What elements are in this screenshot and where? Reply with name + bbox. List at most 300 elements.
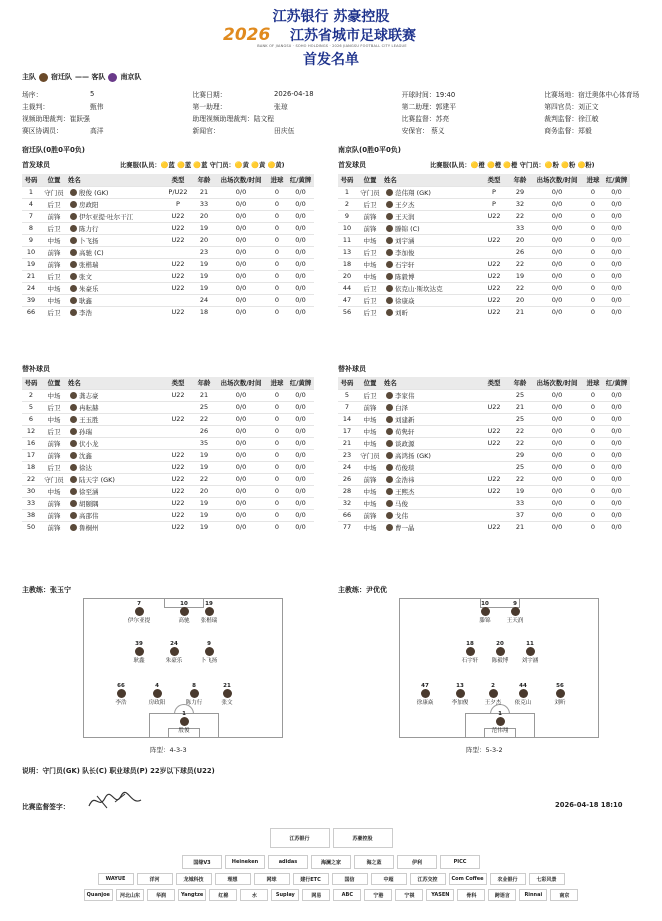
table-cell bbox=[384, 294, 479, 306]
player-number: 24 bbox=[170, 641, 178, 647]
table-cell: 0/0 bbox=[531, 234, 583, 246]
table-cell bbox=[163, 246, 193, 258]
player-avatar-icon bbox=[386, 392, 393, 399]
player-avatar-icon bbox=[70, 428, 77, 435]
table-cell: U22 bbox=[479, 270, 509, 282]
sponsor-logo: 红棉 bbox=[209, 889, 237, 901]
player-number: 47 bbox=[421, 683, 429, 689]
player-avatar-icon bbox=[70, 392, 77, 399]
info-cell: 第二助理：郭建平 bbox=[401, 103, 456, 111]
table-cell: 26 bbox=[193, 425, 215, 437]
player-photo-icon bbox=[489, 689, 498, 698]
table-cell: U22 bbox=[479, 282, 509, 294]
sponsor-logo: 洋河 bbox=[137, 873, 173, 885]
table-cell: 后卫 bbox=[40, 222, 68, 234]
table-cell: 前锋 bbox=[356, 473, 384, 485]
away-subs-table bbox=[338, 377, 630, 533]
legend-note: 说明：守门员(GK) 队长(C) 职业球员(P) 22岁以下球员(U22) bbox=[22, 767, 215, 775]
player-avatar-icon bbox=[70, 297, 77, 304]
player-name: 徐至涵 bbox=[79, 487, 99, 496]
player-name: 伊尔亚提·吐尔干江 bbox=[79, 212, 134, 221]
player-number: 56 bbox=[556, 683, 564, 689]
away-pitch bbox=[399, 598, 599, 738]
table-cell: 7 bbox=[22, 210, 40, 222]
table-cell: U22 bbox=[479, 401, 509, 413]
pitch-player bbox=[500, 601, 530, 624]
home-subs-label: 替补球员 bbox=[22, 365, 50, 373]
table-cell: 0/0 bbox=[531, 222, 583, 234]
table-cell: 0/0 bbox=[531, 461, 583, 473]
table-cell: 0 bbox=[267, 198, 287, 210]
player-photo-icon bbox=[496, 717, 505, 726]
sponsor-logo: 龙城科技 bbox=[176, 873, 212, 885]
table-cell: 24 bbox=[193, 294, 215, 306]
table-cell: 0 bbox=[583, 270, 603, 282]
table-cell: 66 bbox=[338, 509, 356, 521]
table-cell: 中场 bbox=[40, 234, 68, 246]
table-cell: U22 bbox=[479, 210, 509, 222]
info-cell bbox=[274, 112, 402, 124]
sponsor-logo: 国信 bbox=[332, 873, 368, 885]
player-name: 曹一晶 bbox=[395, 523, 415, 532]
table-row bbox=[338, 509, 630, 521]
table-cell bbox=[479, 246, 509, 258]
column-header: 出场次数/时间 bbox=[220, 176, 262, 185]
table-cell: 22 bbox=[193, 473, 215, 485]
table-cell: 中场 bbox=[356, 437, 384, 449]
table-cell: 后卫 bbox=[356, 198, 384, 210]
table-row bbox=[22, 198, 314, 210]
away-subs-label: 替补球员 bbox=[338, 365, 366, 373]
table-cell: 77 bbox=[338, 521, 356, 533]
pitch-player bbox=[478, 683, 508, 706]
table-cell: 前锋 bbox=[356, 509, 384, 521]
table-row bbox=[338, 413, 630, 425]
table-row bbox=[22, 521, 314, 533]
table-cell: 0/0 bbox=[531, 258, 583, 270]
table-row bbox=[338, 306, 630, 318]
away-kits: 比赛服(队员：🟡橙 🟡橙 🟡橙 守门员：🟡粉 🟡粉 🟡粉) bbox=[430, 162, 595, 169]
player-avatar-icon bbox=[386, 309, 393, 316]
table-cell: 后卫 bbox=[356, 306, 384, 318]
table-cell: 0/0 bbox=[215, 437, 267, 449]
table-cell: 0/0 bbox=[531, 186, 583, 198]
table-cell: U22 bbox=[163, 413, 193, 425]
sponsor-logo: 跨语言 bbox=[488, 889, 516, 901]
main-sponsors bbox=[0, 828, 662, 848]
table-cell: 19 bbox=[22, 258, 40, 270]
table-cell: 0/0 bbox=[287, 437, 314, 449]
table-cell: 0/0 bbox=[531, 449, 583, 461]
table-row bbox=[22, 485, 314, 497]
column-header: 出场次数/时间 bbox=[536, 176, 578, 185]
player-avatar-icon bbox=[386, 213, 393, 220]
player-name: 范伟翔 bbox=[491, 728, 509, 734]
player-number: 19 bbox=[205, 601, 213, 607]
table-cell: 0/0 bbox=[531, 425, 583, 437]
player-photo-icon bbox=[153, 689, 162, 698]
table-cell: 0 bbox=[267, 521, 287, 533]
player-name: 高邵伟 bbox=[79, 511, 99, 520]
table-row bbox=[22, 306, 314, 318]
info-cell: 开球时间：19:40 bbox=[401, 91, 456, 99]
table-cell bbox=[163, 437, 193, 449]
table-row bbox=[22, 425, 314, 437]
table-cell: 2 bbox=[22, 389, 40, 401]
player-avatar-icon bbox=[386, 237, 393, 244]
table-cell bbox=[384, 449, 479, 461]
table-cell: 0/0 bbox=[603, 461, 630, 473]
table-cell: 0 bbox=[583, 461, 603, 473]
player-name: 王熙杰 bbox=[395, 487, 415, 496]
player-name: 刘建新 bbox=[395, 415, 415, 424]
table-row bbox=[338, 521, 630, 533]
table-cell: 0/0 bbox=[531, 198, 583, 210]
player-avatar-icon bbox=[70, 213, 77, 220]
table-cell bbox=[384, 401, 479, 413]
table-cell: U22 bbox=[163, 509, 193, 521]
table-cell: 19 bbox=[193, 282, 215, 294]
info-cell: 视频助理裁判：崔跃强 bbox=[22, 115, 90, 123]
table-cell bbox=[68, 186, 163, 198]
table-cell: 23 bbox=[193, 246, 215, 258]
sponsor-logo: 南京 bbox=[550, 889, 578, 901]
info-cell: 商务监督：郑毅 bbox=[544, 127, 592, 135]
table-cell: 中场 bbox=[356, 234, 384, 246]
table-cell: 21 bbox=[509, 521, 531, 533]
table-cell: 1 bbox=[22, 186, 40, 198]
table-cell: 0/0 bbox=[603, 198, 630, 210]
sponsor-logo: 网易 bbox=[302, 889, 330, 901]
player-number: 11 bbox=[526, 641, 534, 647]
table-cell bbox=[479, 413, 509, 425]
table-cell: 0 bbox=[267, 437, 287, 449]
table-cell: 0/0 bbox=[603, 294, 630, 306]
table-cell bbox=[68, 437, 163, 449]
sponsor-logo: Yangtze bbox=[178, 889, 206, 901]
home-kits: 比赛服(队员：🟡蓝 🟡蓝 🟡蓝 守门员：🟡黄 🟡黄 🟡黄) bbox=[120, 162, 285, 169]
table-cell: U22 bbox=[479, 521, 509, 533]
column-header: 位置 bbox=[363, 379, 377, 388]
player-name: 李家伟 bbox=[395, 391, 415, 400]
player-name: 王玉胜 bbox=[79, 415, 99, 424]
table-cell: 22 bbox=[509, 437, 531, 449]
table-cell: 0/0 bbox=[531, 509, 583, 521]
table-cell: U22 bbox=[479, 294, 509, 306]
table-cell: 39 bbox=[22, 294, 40, 306]
table-cell: 0/0 bbox=[531, 473, 583, 485]
table-cell: 0 bbox=[267, 258, 287, 270]
table-cell bbox=[384, 258, 479, 270]
player-name: 耿鑫 bbox=[79, 296, 92, 305]
player-name: 张楷瑞 bbox=[79, 260, 99, 269]
table-cell bbox=[384, 186, 479, 198]
table-row bbox=[338, 461, 630, 473]
pitch-player bbox=[179, 683, 209, 706]
table-cell: 0 bbox=[583, 246, 603, 258]
sponsor-logo: 中超 bbox=[371, 873, 407, 885]
table-cell: 19 bbox=[193, 497, 215, 509]
info-cell: 新闻官： bbox=[192, 127, 220, 135]
info-cell: 张琼 bbox=[274, 103, 288, 111]
pitch-player bbox=[545, 683, 575, 706]
table-cell: U22 bbox=[479, 234, 509, 246]
table-cell: U22 bbox=[163, 258, 193, 270]
table-cell: 0/0 bbox=[603, 497, 630, 509]
table-cell: U22 bbox=[479, 258, 509, 270]
season-year: 2026 bbox=[223, 25, 271, 45]
table-cell: 21 bbox=[509, 401, 531, 413]
table-row bbox=[22, 282, 314, 294]
table-cell: 0 bbox=[267, 234, 287, 246]
player-avatar-icon bbox=[386, 488, 393, 495]
table-cell: 0 bbox=[267, 389, 287, 401]
player-name: 刘宇涵 bbox=[395, 236, 415, 245]
table-cell: 前锋 bbox=[40, 521, 68, 533]
table-cell: 0 bbox=[267, 294, 287, 306]
table-cell: 9 bbox=[338, 210, 356, 222]
table-cell: 后卫 bbox=[40, 306, 68, 318]
player-photo-icon bbox=[556, 689, 565, 698]
player-name: 沈鑫 bbox=[79, 451, 92, 460]
table-row bbox=[22, 389, 314, 401]
table-cell: 20 bbox=[509, 294, 531, 306]
table-row bbox=[338, 246, 630, 258]
table-cell: 19 bbox=[509, 485, 531, 497]
table-cell: 0/0 bbox=[603, 413, 630, 425]
table-cell: 0 bbox=[267, 306, 287, 318]
table-cell: 0/0 bbox=[287, 210, 314, 222]
table-cell: 0 bbox=[583, 401, 603, 413]
table-row bbox=[22, 294, 314, 306]
table-cell: 0/0 bbox=[287, 425, 314, 437]
table-cell: 0/0 bbox=[531, 485, 583, 497]
table-cell: 33 bbox=[193, 198, 215, 210]
table-row bbox=[22, 210, 314, 222]
table-cell bbox=[479, 389, 509, 401]
pitch-player bbox=[455, 641, 485, 664]
table-cell: 前锋 bbox=[40, 509, 68, 521]
pitch-player bbox=[106, 683, 136, 706]
table-cell: U22 bbox=[163, 449, 193, 461]
sponsor-logo: 伊利 bbox=[397, 855, 437, 869]
table-cell: U22 bbox=[163, 210, 193, 222]
table-cell bbox=[384, 210, 479, 222]
table-cell: 21 bbox=[509, 306, 531, 318]
table-cell: 0 bbox=[583, 198, 603, 210]
table-cell: U22 bbox=[163, 389, 193, 401]
table-cell bbox=[163, 401, 193, 413]
info-cell: 田庆伍 bbox=[274, 127, 295, 135]
player-number: 21 bbox=[223, 683, 231, 689]
table-cell: U22 bbox=[163, 222, 193, 234]
table-row bbox=[338, 294, 630, 306]
table-cell bbox=[384, 461, 479, 473]
sponsor-logo: Rinnai bbox=[519, 889, 547, 901]
table-cell: 0/0 bbox=[215, 389, 267, 401]
player-number: 4 bbox=[155, 683, 159, 689]
home-formation: 阵型：4-3-3 bbox=[150, 746, 187, 754]
table-row bbox=[22, 246, 314, 258]
pitch-player bbox=[410, 683, 440, 706]
table-cell: 0/0 bbox=[603, 210, 630, 222]
table-cell: 0/0 bbox=[603, 401, 630, 413]
info-cell: 5 bbox=[89, 90, 95, 98]
player-photo-icon bbox=[466, 647, 475, 656]
player-avatar-icon bbox=[386, 512, 393, 519]
table-cell: 0 bbox=[267, 461, 287, 473]
player-name: 殷俊 bbox=[178, 728, 190, 734]
table-cell bbox=[68, 222, 163, 234]
table-cell: 18 bbox=[193, 306, 215, 318]
table-cell: 0/0 bbox=[287, 306, 314, 318]
pitch-player bbox=[169, 711, 199, 734]
home-name: 宿迁队 bbox=[51, 73, 72, 81]
table-cell: 44 bbox=[338, 282, 356, 294]
info-cell: 赛区协调员： bbox=[22, 127, 63, 135]
table-cell: 前锋 bbox=[40, 497, 68, 509]
table-cell: 0/0 bbox=[215, 246, 267, 258]
league-name: 江苏省城市足球联赛 bbox=[290, 28, 416, 44]
table-cell: 1 bbox=[338, 186, 356, 198]
table-cell: 38 bbox=[22, 509, 40, 521]
table-row bbox=[22, 449, 314, 461]
column-header: 姓名 bbox=[384, 379, 397, 388]
table-cell: 0 bbox=[267, 186, 287, 198]
sponsor-title: 江苏银行 苏豪控股 bbox=[272, 9, 390, 25]
player-name: 范伟翔 (GK) bbox=[395, 188, 431, 197]
player-name: 滕锦 (C) bbox=[395, 224, 420, 233]
table-cell: 中场 bbox=[356, 497, 384, 509]
table-cell bbox=[479, 497, 509, 509]
player-name: 戈伟 bbox=[395, 511, 408, 520]
player-name: 胡颐隅 bbox=[79, 499, 99, 508]
sponsor-logo: adidas bbox=[268, 855, 308, 869]
page-title: 首发名单 bbox=[303, 52, 359, 68]
table-cell: 0/0 bbox=[603, 473, 630, 485]
table-cell bbox=[68, 389, 163, 401]
player-avatar-icon bbox=[386, 416, 393, 423]
player-name: 鲁桐州 bbox=[79, 523, 99, 532]
info-cell: 主裁判： bbox=[22, 103, 50, 111]
table-cell: 11 bbox=[338, 234, 356, 246]
player-avatar-icon bbox=[70, 201, 77, 208]
table-row bbox=[22, 473, 314, 485]
table-cell: 0/0 bbox=[603, 306, 630, 318]
player-photo-icon bbox=[421, 689, 430, 698]
table-cell: 0/0 bbox=[603, 186, 630, 198]
table-cell: 0/0 bbox=[215, 294, 267, 306]
table-cell: 24 bbox=[22, 282, 40, 294]
table-cell: 50 bbox=[22, 521, 40, 533]
table-cell: 0 bbox=[583, 306, 603, 318]
table-cell: 0 bbox=[583, 413, 603, 425]
table-cell: 0/0 bbox=[215, 425, 267, 437]
table-cell: 18 bbox=[338, 258, 356, 270]
home-subs-table bbox=[22, 377, 314, 533]
column-header: 类型 bbox=[171, 176, 185, 185]
table-cell bbox=[68, 425, 163, 437]
table-row bbox=[22, 461, 314, 473]
table-cell: 0/0 bbox=[287, 485, 314, 497]
table-cell: 0/0 bbox=[287, 497, 314, 509]
player-name: 荀隽轩 bbox=[395, 427, 415, 436]
info-cell: 甄伟 bbox=[89, 103, 104, 111]
player-photo-icon bbox=[117, 689, 126, 698]
table-cell: 0/0 bbox=[287, 222, 314, 234]
table-cell: 10 bbox=[338, 222, 356, 234]
table-cell: 19 bbox=[193, 509, 215, 521]
player-photo-icon bbox=[496, 647, 505, 656]
table-cell: 21 bbox=[193, 186, 215, 198]
player-avatar-icon bbox=[70, 488, 77, 495]
table-cell bbox=[384, 282, 479, 294]
table-cell: 后卫 bbox=[40, 270, 68, 282]
table-row bbox=[338, 497, 630, 509]
table-cell: 0 bbox=[583, 389, 603, 401]
table-cell: 0/0 bbox=[531, 521, 583, 533]
table-cell: 33 bbox=[509, 497, 531, 509]
table-cell: 20 bbox=[193, 485, 215, 497]
table-cell bbox=[68, 198, 163, 210]
home-label: 主队 bbox=[22, 73, 36, 81]
player-avatar-icon bbox=[386, 440, 393, 447]
table-cell: U22 bbox=[479, 425, 509, 437]
player-name: 徐达 bbox=[79, 463, 92, 472]
table-cell: U22 bbox=[479, 473, 509, 485]
table-cell: 后卫 bbox=[40, 425, 68, 437]
table-row bbox=[338, 270, 630, 282]
column-header: 出场次数/时间 bbox=[536, 379, 578, 388]
player-avatar-icon bbox=[386, 524, 393, 531]
table-cell bbox=[68, 509, 163, 521]
sponsor-logo: ABC bbox=[333, 889, 361, 901]
table-cell bbox=[384, 437, 479, 449]
player-avatar-icon bbox=[70, 524, 77, 531]
away-coach: 主教练：尹优优 bbox=[338, 586, 387, 594]
pitch-player bbox=[124, 641, 154, 664]
table-cell: 19 bbox=[193, 449, 215, 461]
table-cell: U22 bbox=[163, 270, 193, 282]
sponsor-row-1 bbox=[0, 855, 662, 869]
table-cell: 5 bbox=[338, 389, 356, 401]
sponsor-row-2 bbox=[0, 873, 662, 885]
table-cell: 9 bbox=[22, 234, 40, 246]
table-cell: 0/0 bbox=[603, 282, 630, 294]
table-cell: 0/0 bbox=[603, 425, 630, 437]
player-photo-icon bbox=[526, 647, 535, 656]
table-cell: 0 bbox=[267, 497, 287, 509]
sponsor-logo: 江苏银行 bbox=[270, 828, 330, 848]
info-cell: 比赛监督：苏亮 bbox=[401, 115, 450, 123]
table-cell: 前锋 bbox=[356, 210, 384, 222]
table-cell: 0 bbox=[267, 485, 287, 497]
table-cell: 0 bbox=[267, 270, 287, 282]
table-row bbox=[338, 198, 630, 210]
player-avatar-icon bbox=[386, 201, 393, 208]
table-cell: 0/0 bbox=[215, 497, 267, 509]
player-number: 20 bbox=[496, 641, 504, 647]
table-cell: 0 bbox=[583, 449, 603, 461]
table-cell: 0/0 bbox=[215, 234, 267, 246]
pitch-player bbox=[194, 641, 224, 664]
table-cell: 30 bbox=[22, 485, 40, 497]
table-cell bbox=[68, 306, 163, 318]
player-name: 白泽 bbox=[395, 403, 408, 412]
table-cell: 0/0 bbox=[215, 401, 267, 413]
table-cell: 19 bbox=[193, 258, 215, 270]
table-cell: 26 bbox=[509, 246, 531, 258]
